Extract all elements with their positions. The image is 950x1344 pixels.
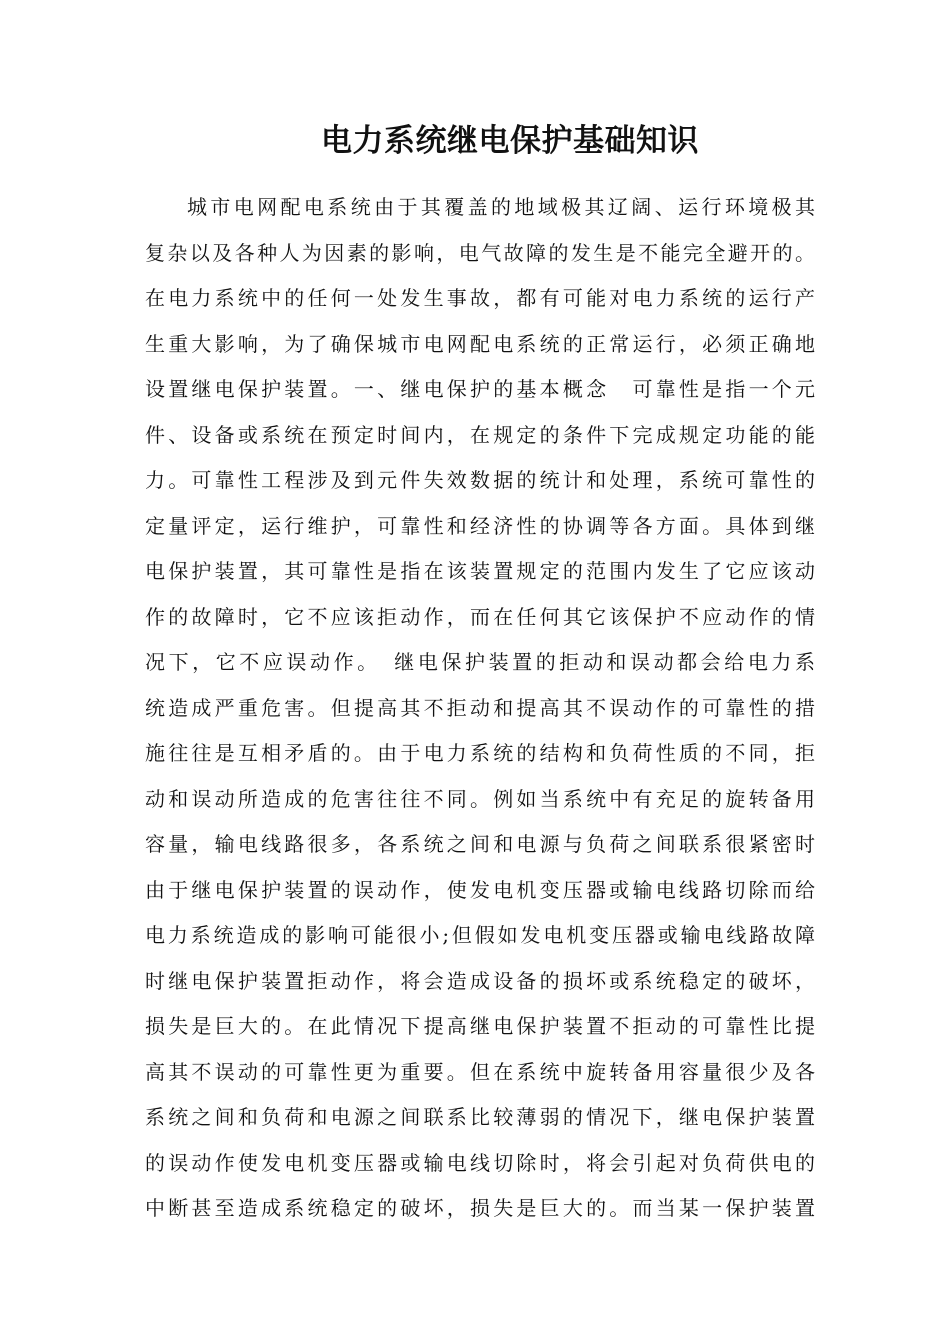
- paragraph-line: 电力系统造成的影响可能很小;但假如发电机变压器或输电线路故障: [145, 923, 815, 947]
- paragraph-line: 电保护装置，其可靠性是指在该装置规定的范围内发生了它应该动: [145, 559, 815, 583]
- paragraph-line: 由于继电保护装置的误动作，使发电机变压器或输电线路切除而给: [145, 877, 815, 902]
- paragraph-line: 力。可靠性工程涉及到元件失效数据的统计和处理，系统可靠性的: [145, 468, 815, 492]
- document-title: 电力系统继电保护基础知识: [321, 123, 699, 159]
- paragraph-line: 城市电网配电系统由于其覆盖的地域极其辽阔、运行环境极其: [187, 195, 815, 219]
- paragraph-line: 时继电保护装置拒动作，将会造成设备的损坏或系统稳定的破坏，: [145, 968, 815, 993]
- paragraph-line: 损失是巨大的。在此情况下提高继电保护装置不拒动的可靠性比提: [145, 1014, 815, 1038]
- paragraph-line: 作的故障时，它不应该拒动作，而在任何其它该保护不应动作的情: [145, 604, 815, 629]
- paragraph-line: 况下，它不应误动作。 继电保护装置的拒动和误动都会给电力系: [145, 650, 815, 674]
- paragraph-line: 在电力系统中的任何一处发生事故，都有可能对电力系统的运行产: [145, 286, 815, 310]
- paragraph-line: 件、设备或系统在预定时间内，在规定的条件下完成规定功能的能: [145, 422, 815, 447]
- paragraph-line: 中断甚至造成系统稳定的破坏，损失是巨大的。而当某一保护装置: [145, 1196, 815, 1220]
- paragraph-line: 设置继电保护装置。一、继电保护的基本概念 可靠性是指一个元: [145, 377, 815, 401]
- paragraph-line: 施往往是互相矛盾的。由于电力系统的结构和负荷性质的不同，拒: [145, 741, 815, 765]
- paragraph-line: 容量，输电线路很多，各系统之间和电源与负荷之间联系很紧密时: [145, 832, 815, 856]
- document-body: [145, 185, 815, 1232]
- paragraph-line: 生重大影响，为了确保城市电网配电系统的正常运行，必须正确地: [145, 331, 815, 356]
- paragraph-line: 统造成严重危害。但提高其不拒动和提高其不误动作的可靠性的措: [145, 695, 815, 720]
- paragraph-line: 定量评定，运行维护，可靠性和经济性的协调等各方面。具体到继: [145, 513, 815, 538]
- paragraph-line: 系统之间和负荷和电源之间联系比较薄弱的情况下，继电保护装置: [145, 1105, 815, 1129]
- paragraph-line: 复杂以及各种人为因素的影响，电气故障的发生是不能完全避开的。: [145, 240, 815, 265]
- paragraph-line: 的误动作使发电机变压器或输电线切除时，将会引起对负荷供电的: [145, 1150, 815, 1175]
- paragraph-line: 动和误动所造成的危害往往不同。例如当系统中有充足的旋转备用: [145, 786, 815, 811]
- paragraph-line: 高其不误动的可靠性更为重要。但在系统中旋转备用容量很少及各: [145, 1059, 815, 1084]
